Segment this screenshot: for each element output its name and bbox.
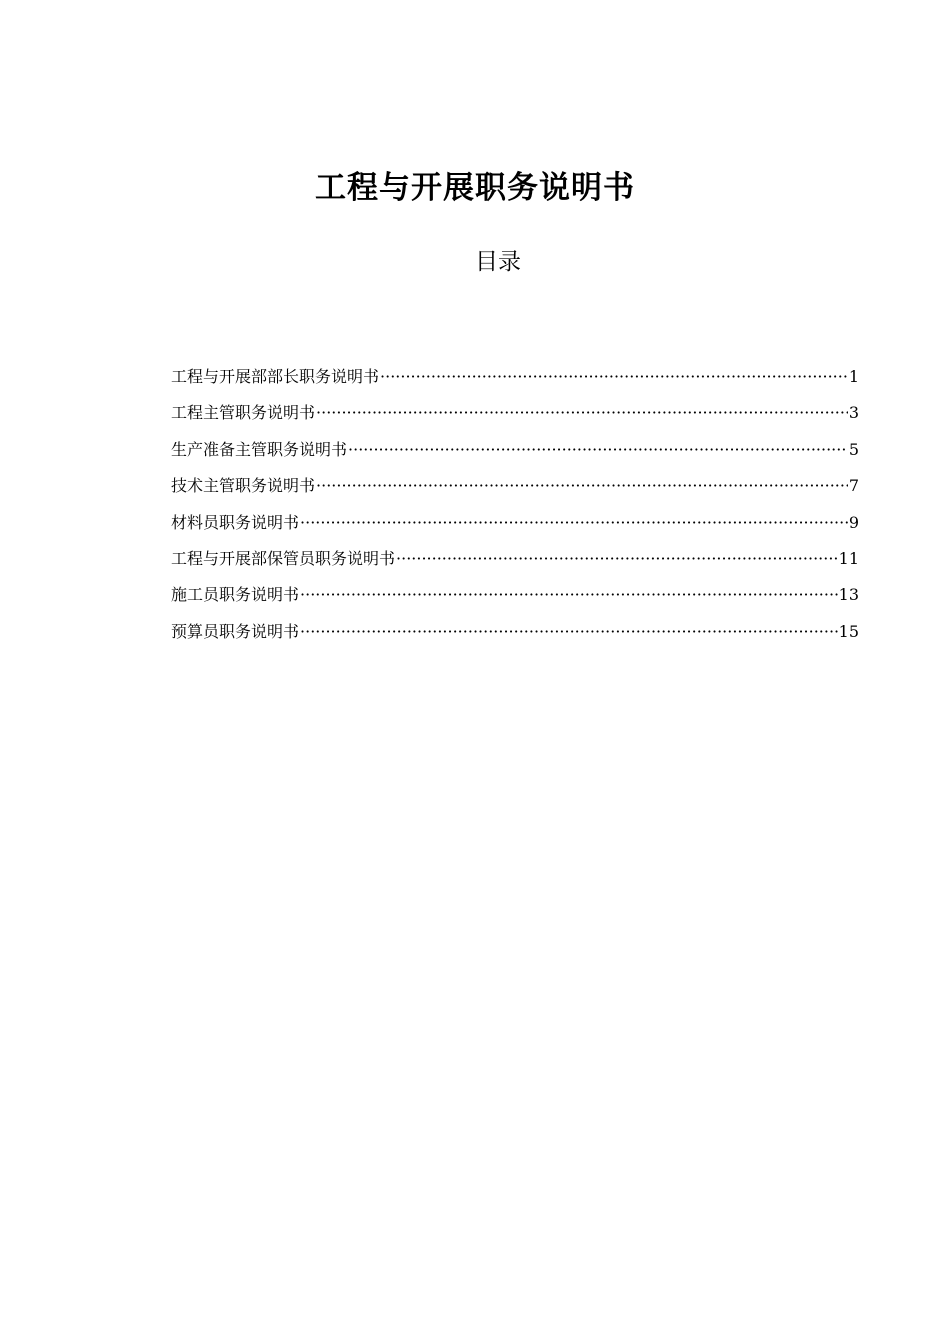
- toc-dot-leader: [300, 617, 838, 647]
- toc-entry-title: 生产准备主管职务说明书: [171, 439, 348, 459]
- toc-page-number: 7: [848, 476, 859, 496]
- toc-entry[interactable]: [171, 398, 859, 434]
- toc-dot-leader: [348, 435, 848, 465]
- toc-entry-title: 技术主管职务说明书: [171, 476, 316, 496]
- toc-entry-title: 材料员职务说明书: [171, 512, 300, 532]
- toc-dot-leader: [316, 471, 848, 501]
- toc-heading: 目录: [475, 249, 521, 275]
- toc-page-number: 5: [848, 439, 859, 459]
- toc-dot-leader: [300, 508, 848, 538]
- toc-entry[interactable]: [171, 544, 859, 580]
- toc-entry[interactable]: [171, 471, 859, 507]
- toc-dot-leader: [316, 398, 848, 428]
- toc-dot-leader: [300, 580, 838, 610]
- table-of-contents: [171, 362, 859, 653]
- toc-page-number: 13: [838, 585, 859, 605]
- toc-entry[interactable]: [171, 617, 859, 653]
- toc-dot-leader: [396, 544, 838, 574]
- document-title: 工程与开展职务说明书: [315, 170, 635, 206]
- toc-page-number: 15: [838, 621, 859, 641]
- toc-page-number: 11: [838, 548, 859, 568]
- toc-entry[interactable]: [171, 362, 859, 398]
- toc-entry-title: 施工员职务说明书: [171, 585, 300, 605]
- toc-page-number: 9: [848, 512, 859, 532]
- toc-entry[interactable]: [171, 435, 859, 471]
- toc-entry-title: 工程与开展部保管员职务说明书: [171, 548, 396, 568]
- toc-entry-title: 预算员职务说明书: [171, 621, 300, 641]
- toc-entry[interactable]: [171, 580, 859, 616]
- toc-dot-leader: [380, 362, 848, 392]
- toc-entry[interactable]: [171, 508, 859, 544]
- toc-entry-title: 工程主管职务说明书: [171, 403, 316, 423]
- toc-page-number: 3: [848, 403, 859, 423]
- toc-entry-title: 工程与开展部部长职务说明书: [171, 367, 380, 386]
- toc-page-number: 1: [848, 367, 859, 386]
